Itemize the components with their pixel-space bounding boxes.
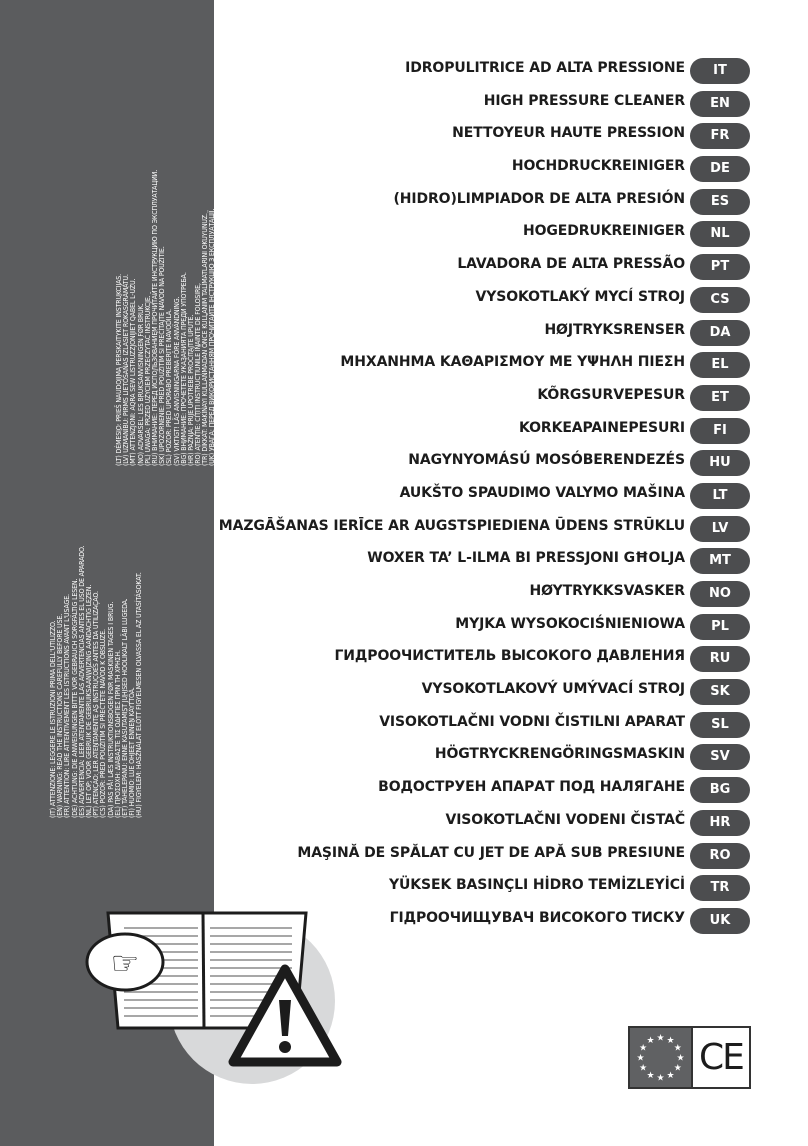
warning-line: (IT) ATTENZIONE: LEGGERE LE ISTRUZIONI PRIMA DELL'UTILIZZO.	[49, 620, 57, 818]
language-row-cs	[190, 285, 750, 318]
language-row-nl	[190, 219, 750, 252]
language-code-badge: EN	[690, 91, 750, 117]
ce-mark	[693, 1028, 749, 1087]
language-row-fi	[190, 416, 750, 449]
product-title: (HIDRO)LIMPIADOR DE ALTA PRESIÓN	[393, 190, 685, 207]
product-title: VISOKOTLAČNI VODNI ČISTILNI APARAT	[379, 713, 685, 730]
warning-line: (SV) VIKTIGT! LÄS ANVISNINGARNA FÖRE ANVÄNDNING.	[172, 296, 181, 466]
language-row-bg	[190, 775, 750, 808]
eu-star: ★	[639, 1063, 648, 1074]
eu-star: ★	[666, 1070, 675, 1081]
language-row-ro	[190, 841, 750, 874]
warning-line: (BG) ВНИМАНИЕ: ПРОЧЕТЕТЕ УКАЗАНИЯТА ПРЕДИ УПОТРЕБА.	[179, 272, 188, 466]
product-title: AUKŠTO SPAUDIMO VALYMO MAŠINA	[399, 484, 685, 501]
language-code-badge: LV	[690, 516, 750, 542]
product-title: MAŞINĂ DE SPĂLAT CU JET DE APĂ SUB PRESIUNE	[297, 844, 685, 861]
warning-line: (ES) ADVERTENCIA: LEER ATENTAMENTE LAS ADVERTENCIAS ANTES EL USO DE APARADO.	[77, 545, 86, 818]
warning-line: (CS) POZOR: PŘED POUŽITÍM SI PŘEČTĚTE NÁVOD K OBSLUZE.	[99, 629, 108, 818]
language-code-badge: RU	[690, 646, 750, 672]
language-row-es	[190, 187, 750, 220]
eu-flag-icon	[630, 1028, 693, 1087]
language-row-lt	[190, 481, 750, 514]
eu-star: ★	[639, 1043, 648, 1054]
language-code-badge: ES	[690, 189, 750, 215]
product-title: VISOKOTLAČNI VODENI ČISTAČ	[445, 811, 685, 828]
warning-line: (PL) UWAGA: PRZED UŻYCIEM PRZECZYTAĆ INSTRUKCJE.	[143, 295, 152, 466]
product-title: HØYTRYKKSVASKER	[529, 583, 685, 599]
product-title: IDROPULITRICE AD ALTA PRESSIONE	[405, 60, 685, 76]
warning-line: (MT) ATTENZJONI: AQRA SEW LISTRUZZJONIJIET QABEL L-UŻU.	[129, 278, 138, 466]
warning-line: (LV) UZMANĪBU: PIRMS LIETOŠANAS IZLASIET ROKASGRĀMATU.	[122, 274, 131, 466]
product-title: NETTOYEUR HAUTE PRESSION	[452, 125, 685, 142]
language-code-badge: IT	[690, 58, 750, 84]
language-row-de	[190, 154, 750, 187]
language-row-pl	[190, 612, 750, 645]
language-code-badge: PL	[690, 614, 750, 640]
language-row-fr	[190, 121, 750, 154]
product-title: YÜKSEK BASINÇLI HİDRO TEMİZLEYİCİ	[388, 877, 685, 894]
eu-star: ★	[666, 1036, 675, 1047]
warning-line: (SK) UPOZORNENIE: PRED POUŽITÍM SI PREČÍTAJTE NÁVOD NA POUŽITIE.	[158, 246, 167, 466]
language-code-badge: FR	[690, 123, 750, 149]
language-code-badge: DE	[690, 156, 750, 182]
warning-line: (DE) ACHTUNG: DIE ANWEISUNGEN BITTE VOR GEBRAUCH SORGFÄLTIG LESEN.	[70, 578, 79, 818]
product-title: MYJKA WYSOKOCIŚNIENIOWA	[455, 615, 685, 632]
language-code-badge: BG	[690, 777, 750, 803]
product-title: WOXER TA’ L-ILMA BI PRESSJONI GĦOLJA	[367, 550, 685, 567]
language-code-badge: DA	[690, 320, 750, 346]
product-title: NAGYNYOMÁSÚ MOSÓBERENDEZÉS	[408, 452, 685, 469]
language-code-badge: SL	[690, 712, 750, 738]
language-code-badge: MT	[690, 548, 750, 574]
language-row-hu	[190, 448, 750, 481]
language-row-el	[190, 350, 750, 383]
language-row-tr	[190, 873, 750, 906]
language-code-badge: PT	[690, 254, 750, 280]
product-title: ВОДОСТРУЕН АПАРАТ ПОД НАЛЯГАНЕ	[378, 779, 685, 796]
language-row-en	[190, 89, 750, 122]
language-code-badge: HR	[690, 810, 750, 836]
language-row-da	[190, 318, 750, 351]
language-code-badge: CS	[690, 287, 750, 313]
product-title: MAZGĀŠANAS IERĪCE AR AUGSTSPIEDIENA ŪDENS STRŪKLU	[218, 517, 685, 534]
eu-star: ★	[673, 1043, 682, 1054]
product-title: VYSOKOTLAKOVÝ UMÝVACÍ STROJ	[421, 681, 685, 698]
language-row-no	[190, 579, 750, 612]
language-code-badge: NO	[690, 581, 750, 607]
eu-star: ★	[656, 1033, 665, 1044]
warning-line: (SL) POZOR: PRED UPORABO PREBERITE NAVODILA.	[165, 309, 174, 466]
warning-line: (HR) PAŽNJA: PRIJE UPOTREBE PROČITAJTE UPUTE.	[186, 314, 195, 466]
product-title: HOCHDRUCKREINIGER	[511, 158, 685, 175]
warning-line: (DA) PAS PÅ! LÆS INSTRUKTIONSBOGEN FØR MASKINEN TAGES I BRUG.	[106, 601, 115, 818]
product-title: HØJTRYKSRENSER	[544, 321, 685, 338]
language-row-ru	[190, 644, 750, 677]
eu-star: ★	[636, 1053, 645, 1064]
language-row-uk	[190, 906, 750, 939]
product-title: HIGH PRESSURE CLEANER	[483, 92, 685, 109]
warning-line: (RU) ВНИМАНИЕ: ПЕРЕД ИСПОЛЬЗОВАНИЕМ ПРОЧИТАЙТЕ ИНСТРУКЦИЮ ПО ЭКСПЛУАТАЦИИ.	[150, 169, 159, 466]
product-title: VYSOKOTLAKÝ MYCÍ STROJ	[475, 288, 685, 305]
language-code-badge: TR	[690, 875, 750, 901]
product-title: KORKEAPAINEPESURI	[518, 419, 685, 436]
language-code-badge: ET	[690, 385, 750, 411]
language-row-sv	[190, 742, 750, 775]
language-row-it	[190, 56, 750, 89]
language-code-badge: EL	[690, 352, 750, 378]
language-code-badge: RO	[690, 843, 750, 869]
ce-mark-text: CE	[699, 1037, 743, 1078]
language-row-hr	[190, 808, 750, 841]
language-row-lv	[190, 514, 750, 547]
warning-line: (EL) ΠΡΟΣΟΧΗ: ΔΙΑΒΑΣΤΕ ΤΙΣ ΟΔΗΓΙΕΣ ΠΡΙΝ ΤΗ ΧΡΗΣΗ.	[113, 650, 122, 818]
warning-line: (FI) HUOMIO: LUE OHJEET ENNEN KÄYTTÖÄ.	[128, 687, 137, 818]
product-title: HÖGTRYCKRENGÖRINGSMASKIN	[434, 746, 685, 763]
warning-line: (NO) ADVARSEL: LES BRUKSANVISNINGEN FØR BRUK.	[136, 303, 145, 466]
language-row-mt	[190, 546, 750, 579]
eu-star: ★	[646, 1070, 655, 1081]
language-row-pt	[190, 252, 750, 285]
language-code-badge: SV	[690, 744, 750, 770]
language-code-badge: UK	[690, 908, 750, 934]
language-code-badge: SK	[690, 679, 750, 705]
pointing-hand-badge-icon	[87, 934, 163, 990]
eu-star: ★	[646, 1036, 655, 1047]
eu-star: ★	[676, 1053, 685, 1064]
svg-text:☞: ☞	[110, 944, 140, 982]
language-row-sl	[190, 710, 750, 743]
warning-line: (HU) FIGYELEM: HASZNÁLAT ELŐTT FIGYELMESEN OLVASSA EL AZ UTASÍTÁSOKAT.	[135, 572, 144, 818]
warning-line: (LT) DĖMESIO: PRIEŠ NAUDOJIMĄ PERSKAITYKITE INSTRUKCIJAS.	[115, 274, 123, 466]
product-title: HOGEDRUKREINIGER	[522, 223, 685, 240]
language-row-sk	[190, 677, 750, 710]
eu-star: ★	[673, 1063, 682, 1074]
eu-star: ★	[656, 1073, 665, 1084]
product-title: ГІДРООЧИЩУВАЧ ВИСОКОГО ТИСКУ	[389, 909, 685, 926]
product-title: ΜΗΧΑΝΗΜΑ ΚΑΘΑΡΙΣΜΟΥ ΜΕ ΥΨΗΛΗ ΠΙΕΣΗ	[340, 354, 685, 371]
warning-line: (FR) ATTENTION: LIRE ATTENTIVEMENT LES ISTRUCTIONS AVANT L'USAGE.	[63, 594, 72, 818]
language-code-badge: FI	[690, 418, 750, 444]
warning-line: (UK) УВАГА: ПЕРЕД ВИКОРИСТАННЯМ ПРОЧИТАЙТЕ ІНСТРУКЦІЮ З ЕКСПЛУАТАЦІЇ.	[208, 208, 217, 466]
language-code-badge: NL	[690, 221, 750, 247]
language-code-badge: HU	[690, 450, 750, 476]
language-code-badge: LT	[690, 483, 750, 509]
warning-line: (ET) TÄHELEPANU: ENNE KASUTAMIST JUHISED HOOLIKALT LÄBI LUGEDA.	[120, 598, 129, 818]
language-title-list	[186, 56, 750, 939]
warning-line: (RO) ATENȚIE: CITIȚI INSTRUCȚIUNILE ÎNAINTE DE FOLOSIRE.	[194, 283, 203, 466]
warning-line: (PT) ATENÇÃO: LER ATENTAMENTE AS INSTRUÇÕES ANTES DA UTILIZAÇÃO.	[92, 591, 101, 818]
language-row-et	[190, 383, 750, 416]
warning-line: (TR) DİKKAT: MAKİNAYI KULLANMADAN ÖNCE KULLANIM TALİMATLARINI OKUYUNUZ.	[201, 213, 210, 466]
warning-line: (NL) LET OP: VOOR GEBRUIK DE GEBRUIKSAANWIJZING AANDACHTIG LEZEN.	[84, 584, 93, 818]
product-title: LAVADORA DE ALTA PRESSÃO	[457, 256, 685, 273]
product-title: ГИДРООЧИСТИТЕЛЬ ВЫСОКОГО ДАВЛЕНИЯ	[334, 648, 685, 665]
certification-marks	[628, 1026, 751, 1089]
product-title: KÕRGSURVEPESUR	[537, 386, 685, 403]
warning-line: (EN) WARNING: READ THE INSTRUCTIONS CAREFULLY BEFORE USE.	[56, 613, 65, 818]
